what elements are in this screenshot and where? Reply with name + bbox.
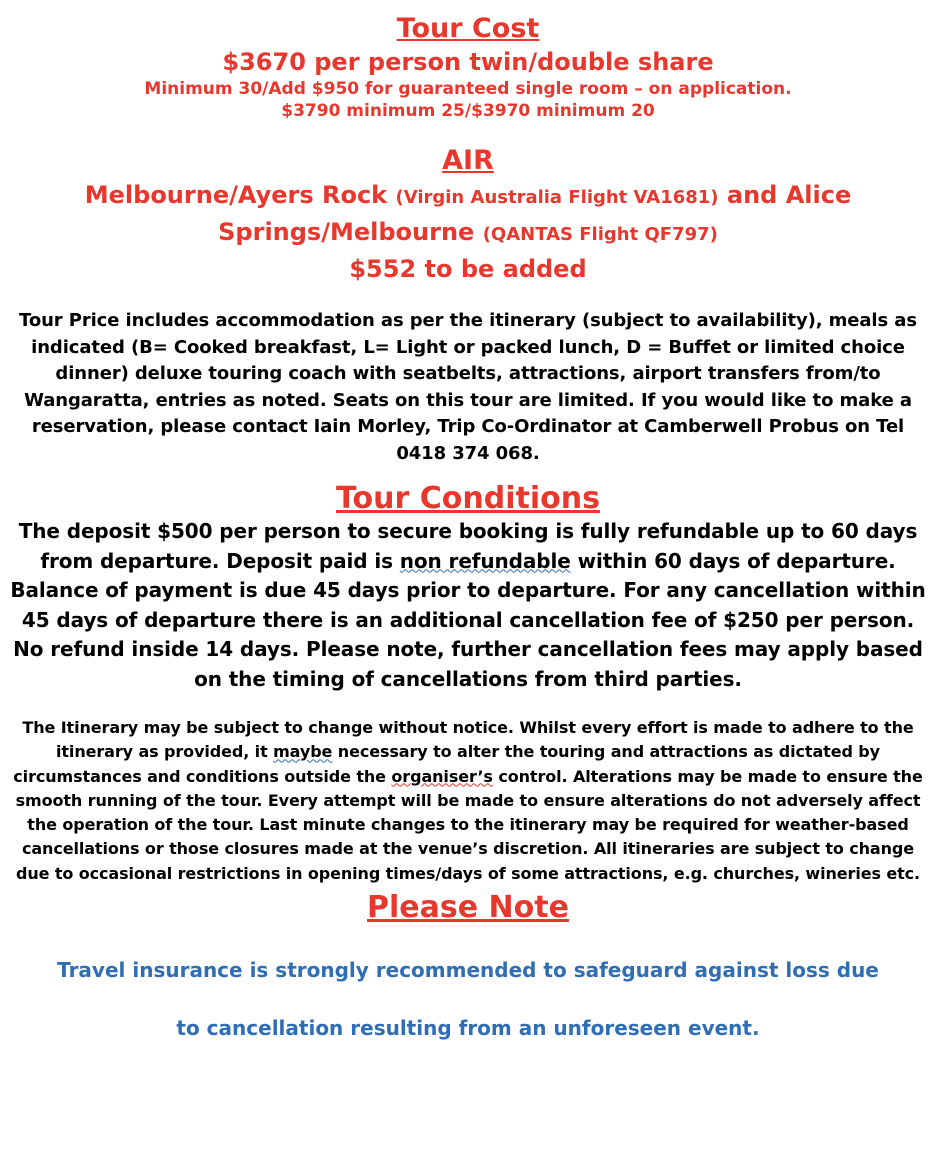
itinerary-text-1: The Itinerary may be subject to change without notice. Whilst every effort is made to adhere to the itinerary as provided, it xyxy=(22,718,914,762)
air-price: $552 to be added xyxy=(349,255,587,283)
itinerary-text-2: necessary to alter the touring and attractions as dictated by circumstances and conditions outside the xyxy=(13,742,880,786)
please-note-heading: Please Note xyxy=(367,890,569,926)
air-route-line-1 xyxy=(8,178,928,215)
flight-qf797: (QANTAS Flight QF797) xyxy=(482,224,718,245)
tour-inclusions-paragraph: Tour Price includes accommodation as per the itinerary (subject to availability), meals as indicated (B= Cooked breakfast, L= Light or packed lunch, D = Buffet or limited choice dinner) deluxe touring coach with seatbelts, attractions, airport transfers from/to Wangaratta, entries as noted. Seats on this tour are limited. If you would like to make a reservation, please contact Iain Morley, Trip Co-Ordinator at Camberwell Probus on Tel 0418 374 068. xyxy=(19,310,917,464)
air-section xyxy=(8,144,928,286)
conditions-text-1: The deposit $500 per person to secure booking is fully refundable up to 60 days from departure. Deposit paid is xyxy=(18,519,918,573)
flight-va1681: (Virgin Australia Flight VA1681) xyxy=(395,187,719,208)
route-and-alice: and Alice xyxy=(718,181,852,209)
tour-cost-heading: Tour Cost xyxy=(396,13,540,44)
itinerary-disclaimer-paragraph xyxy=(8,716,928,886)
minimum-pricing-note: $3790 minimum 25/$3970 minimum 20 xyxy=(281,101,655,121)
single-room-note: Minimum 30/Add $950 for guaranteed single room – on application. xyxy=(144,79,792,99)
route-springs-melbourne: Springs/Melbourne xyxy=(218,218,483,246)
please-note-section xyxy=(8,890,928,1042)
tour-conditions-heading: Tour Conditions xyxy=(336,481,600,516)
insurance-note-line-2: to cancellation resulting from an unforeseen event. xyxy=(176,1016,760,1041)
tour-cost-price: $3670 per person twin/double share xyxy=(222,48,714,76)
tour-document xyxy=(8,0,928,1042)
insurance-note-line-1: Travel insurance is strongly recommended to safeguard against loss due xyxy=(57,958,879,983)
conditions-text-2: within 60 days of departure. Balance of payment is due 45 days prior to departure. For any cancellation within 45 days of departure there is an additional cancellation fee of $250 per person. No refund inside 14 days. Please note, further cancellation fees may apply based on the timing of cancellations from third parties. xyxy=(10,548,926,691)
tour-conditions-paragraph xyxy=(8,517,928,694)
air-heading: AIR xyxy=(442,145,494,176)
route-melbourne-ayers-rock: Melbourne/Ayers Rock xyxy=(84,181,396,209)
tour-cost-section xyxy=(8,12,928,122)
tour-conditions-section xyxy=(8,481,928,694)
itinerary-text-3: control. Alterations may be made to ensure the smooth running of the tour. Every attempt will be made to ensure alterations do not adversely affect the operation of the tour. Last minute changes to the itinerary may be required for weather-based cancellations or those closures made at the venue’s discretion. All itineraries are subject to change due to occasional restrictions in opening times/days of some attractions, e.g. churches, wineries etc. xyxy=(15,766,923,883)
non-refundable-text: non refundable xyxy=(399,548,571,573)
organisers-text: organiser’s xyxy=(391,766,493,786)
maybe-text: maybe xyxy=(273,742,333,762)
air-route-line-2 xyxy=(8,215,928,252)
